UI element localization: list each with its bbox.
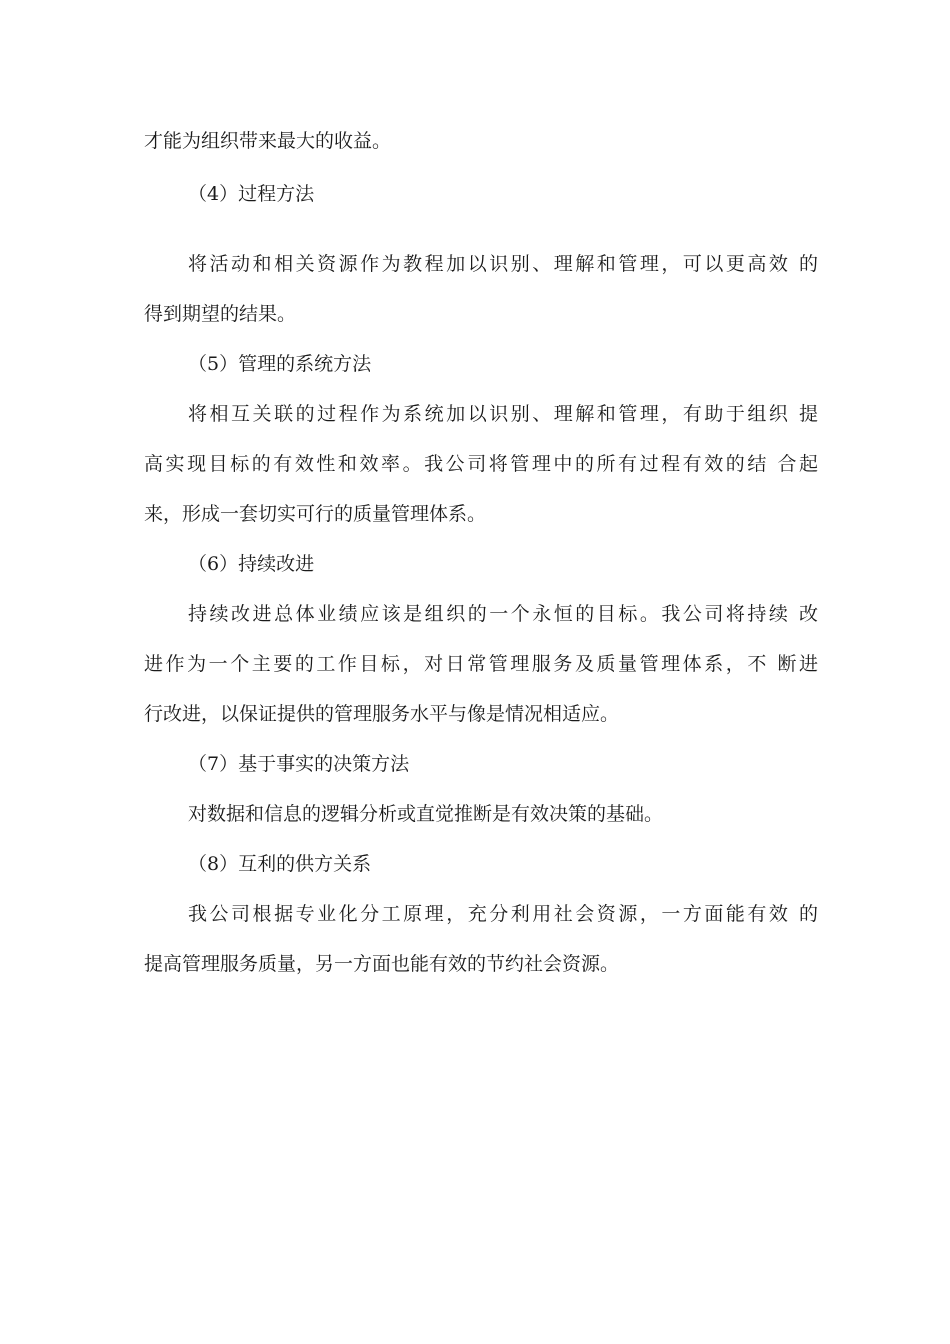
section-heading-supplier-relationship: （8）互利的供方关系 [188, 853, 372, 875]
section-heading-factual-decision: （7）基于事实的决策方法 [188, 753, 410, 775]
paragraph-line: 对数据和信息的逻辑分析或直觉推断是有效决策的基础。 [188, 803, 664, 825]
section-heading-continual-improvement: （6）持续改进 [188, 553, 315, 575]
paragraph-line: 提高管理服务质量，另一方面也能有效的节约社会资源。 [144, 953, 620, 975]
section-heading-system-approach: （5）管理的系统方法 [188, 353, 372, 375]
paragraph-line: 进作为一个主要的工作目标，对日常管理服务及质量管理体系，不 断进 [144, 653, 818, 675]
paragraph-continuation-line: 才能为组织带来最大的收益。 [144, 130, 392, 152]
paragraph-line: 来，形成一套切实可行的质量管理体系。 [144, 503, 487, 525]
paragraph-line: 行改进，以保证提供的管理服务水平与像是情况相适应。 [144, 703, 620, 725]
paragraph-line: 将相互关联的过程作为系统加以识别、理解和管理，有助于组织 提 [188, 403, 818, 425]
paragraph-line: 将活动和相关资源作为教程加以识别、理解和管理，可以更高效 的 [188, 253, 818, 275]
section-heading-process-approach: （4）过程方法 [188, 183, 315, 205]
paragraph-line: 持续改进总体业绩应该是组织的一个永恒的目标。我公司将持续 改 [188, 603, 818, 625]
paragraph-line: 高实现目标的有效性和效率。我公司将管理中的所有过程有效的结 合起 [144, 453, 818, 475]
paragraph-line: 我公司根据专业化分工原理，充分利用社会资源，一方面能有效 的 [188, 903, 818, 925]
paragraph-line: 得到期望的结果。 [144, 303, 297, 325]
